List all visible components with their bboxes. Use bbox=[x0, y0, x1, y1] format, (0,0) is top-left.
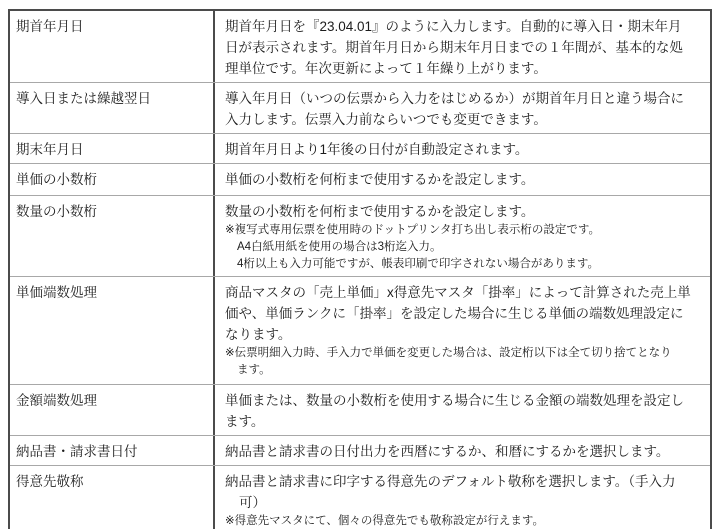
setting-name-cell: 金額端数処理 bbox=[10, 385, 215, 435]
table-row bbox=[10, 384, 710, 435]
description-line: 入力します。伝票入力前ならいつでも変更できます。 bbox=[225, 112, 547, 127]
description-line: 導入年月日（いつの伝票から入力をはじめるか）が期首年月日と違う場合に bbox=[225, 91, 684, 106]
description-line: 4桁以上も入力可能ですが、帳表印刷で印字されない場合があります。 bbox=[237, 258, 599, 270]
description-line: 期首年月日を『23.04.01』のように入力します。自動的に導入日・期末年月 bbox=[225, 19, 682, 34]
setting-name-cell: 単価の小数桁 bbox=[10, 164, 215, 195]
table-row bbox=[10, 11, 710, 82]
description-line: 期首年月日より1年後の日付が自動設定されます。 bbox=[225, 142, 529, 157]
setting-name-cell: 単価端数処理 bbox=[10, 277, 215, 384]
setting-description-cell bbox=[215, 466, 710, 529]
setting-description-cell bbox=[215, 385, 710, 435]
setting-name-cell: 数量の小数桁 bbox=[10, 196, 215, 276]
setting-description-cell bbox=[215, 134, 710, 163]
setting-description-cell bbox=[215, 436, 710, 465]
description-line: 日が表示されます。期首年月日から期末年月日までの１年間が、基本的な処 bbox=[225, 40, 683, 55]
table-row bbox=[10, 276, 710, 384]
description-line: 商品マスタの「売上単価」x得意先マスタ「掛率」によって計算された売上単 bbox=[225, 285, 691, 300]
description-line: 数量の小数桁を何桁まで使用するかを設定します。 bbox=[225, 204, 535, 219]
description-line: 単価の小数桁を何桁まで使用するかを設定します。 bbox=[225, 172, 535, 187]
description-line: なります。 bbox=[225, 327, 292, 342]
setting-name-cell: 期末年月日 bbox=[10, 134, 215, 163]
description-line: 単価または、数量の小数桁を使用する場合に生じる金額の端数処理を設定し bbox=[225, 393, 684, 408]
setting-name-cell: 導入日または繰越翌日 bbox=[10, 83, 215, 133]
description-line: ※得意先マスタにて、個々の得意先でも敬称設定が行えます。 bbox=[225, 515, 544, 527]
setting-description-cell bbox=[215, 83, 710, 133]
description-line: ※複写式専用伝票を使用時のドットプリンタ打ち出し表示桁の設定です。 bbox=[225, 224, 600, 236]
setting-name-cell: 納品書・請求書日付 bbox=[10, 436, 215, 465]
table-row bbox=[10, 163, 710, 195]
setting-description-cell bbox=[215, 164, 710, 195]
description-line: ます。 bbox=[237, 364, 271, 376]
description-line: ます。 bbox=[225, 414, 265, 429]
table-row bbox=[10, 195, 710, 276]
description-line: 価や、単価ランクに「掛率」を設定した場合に生じる単価の端数処理設定に bbox=[225, 306, 684, 321]
table-row bbox=[10, 82, 710, 133]
description-line: 納品書と請求書に印字する得意先のデフォルト敬称を選択します。（手入力 bbox=[225, 474, 676, 489]
setting-name-cell: 期首年月日 bbox=[10, 11, 215, 82]
description-line: A4白紙用紙を使用の場合は3桁迄入力。 bbox=[237, 241, 442, 253]
table-row bbox=[10, 465, 710, 529]
settings-table bbox=[8, 9, 712, 529]
table-row bbox=[10, 133, 710, 163]
description-line: 理単位です。年次更新によって１年繰り上がります。 bbox=[225, 61, 547, 76]
setting-name-cell: 得意先敬称 bbox=[10, 466, 215, 529]
setting-description-cell bbox=[215, 196, 710, 276]
setting-description-cell bbox=[215, 277, 710, 384]
description-line: ※伝票明細入力時、手入力で単価を変更した場合は、設定桁以下は全て切り捨てとなり bbox=[225, 347, 672, 359]
description-line: 可） bbox=[239, 495, 266, 510]
table-row bbox=[10, 435, 710, 465]
setting-description-cell bbox=[215, 11, 710, 82]
description-line: 納品書と請求書の日付出力を西暦にするか、和暦にするかを選択します。 bbox=[225, 444, 670, 459]
